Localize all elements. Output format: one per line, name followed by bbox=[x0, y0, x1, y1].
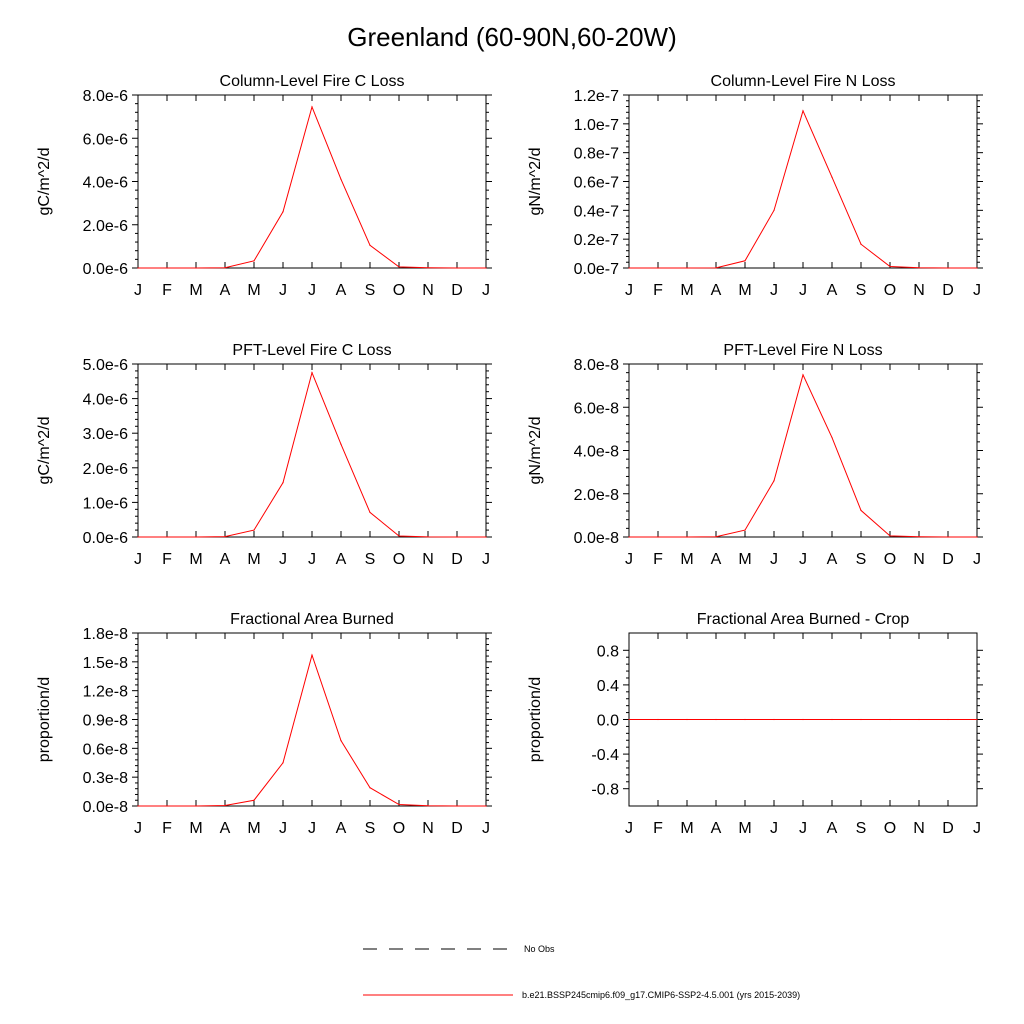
x-tick-label: O bbox=[883, 551, 897, 568]
x-tick-label: M bbox=[189, 282, 203, 299]
x-tick-label: A bbox=[826, 282, 838, 299]
x-tick-label: F bbox=[162, 551, 172, 568]
y-tick-label: 0.0e-6 bbox=[82, 530, 128, 547]
data-point bbox=[456, 805, 457, 806]
x-tick-label: F bbox=[162, 282, 172, 299]
plot-frame bbox=[138, 633, 486, 806]
y-tick-label: 0.8 bbox=[596, 643, 619, 661]
data-point bbox=[976, 267, 977, 268]
plot-frame bbox=[629, 95, 977, 268]
data-point bbox=[369, 245, 370, 246]
y-tick-label: 1.5e-8 bbox=[82, 654, 128, 672]
data-point bbox=[773, 480, 774, 481]
panel-title: Column-Level Fire N Loss bbox=[710, 73, 896, 90]
y-axis-label: proportion/d bbox=[36, 676, 53, 763]
data-point bbox=[802, 110, 803, 111]
data-point bbox=[253, 529, 254, 530]
data-point bbox=[340, 179, 341, 180]
data-point bbox=[398, 266, 399, 267]
y-tick-label: 0.4e-7 bbox=[573, 203, 619, 221]
data-point bbox=[831, 719, 832, 720]
y-tick-label: 4.0e-8 bbox=[573, 443, 619, 461]
data-point bbox=[427, 805, 428, 806]
y-tick-label: 1.8e-8 bbox=[82, 626, 128, 643]
data-point bbox=[628, 719, 629, 720]
x-tick-label: M bbox=[247, 820, 261, 837]
y-tick-label: -0.8 bbox=[591, 781, 619, 799]
data-point bbox=[744, 529, 745, 530]
x-tick-label: J bbox=[770, 551, 778, 568]
x-tick-label: M bbox=[247, 282, 261, 299]
y-tick-label: 0.0e-7 bbox=[573, 261, 619, 278]
y-tick-label: 4.0e-6 bbox=[82, 174, 128, 192]
y-tick-label: 2.0e-6 bbox=[82, 460, 128, 478]
data-point bbox=[715, 267, 716, 268]
y-tick-label: 2.0e-8 bbox=[573, 486, 619, 504]
data-point bbox=[773, 719, 774, 720]
y-tick-label: 1.2e-7 bbox=[573, 88, 619, 105]
legend-dashed-line-swatch bbox=[363, 943, 513, 955]
x-tick-label: A bbox=[826, 820, 838, 837]
x-tick-label: A bbox=[219, 820, 231, 837]
data-point bbox=[224, 805, 225, 806]
data-point bbox=[282, 482, 283, 483]
x-tick-label: N bbox=[422, 820, 434, 837]
x-tick-label: M bbox=[680, 820, 694, 837]
y-tick-label: 0.2e-7 bbox=[573, 232, 619, 250]
x-tick-label: D bbox=[942, 551, 954, 568]
data-point bbox=[369, 787, 370, 788]
data-point bbox=[657, 536, 658, 537]
data-point bbox=[137, 536, 138, 537]
data-point bbox=[311, 106, 312, 107]
data-point bbox=[398, 804, 399, 805]
y-tick-label: 0.6e-7 bbox=[573, 174, 619, 192]
data-point bbox=[918, 536, 919, 537]
x-tick-label: N bbox=[913, 551, 925, 568]
y-tick-label: 0.0e-6 bbox=[82, 261, 128, 278]
x-tick-label: M bbox=[189, 820, 203, 837]
data-point bbox=[628, 267, 629, 268]
x-tick-label: J bbox=[770, 282, 778, 299]
data-point bbox=[195, 536, 196, 537]
chart-panel-2 bbox=[527, 73, 983, 299]
data-point bbox=[657, 719, 658, 720]
data-point bbox=[686, 719, 687, 720]
data-point bbox=[976, 719, 977, 720]
data-point bbox=[860, 510, 861, 511]
x-tick-label: J bbox=[625, 282, 633, 299]
data-point bbox=[253, 260, 254, 261]
x-tick-label: D bbox=[942, 282, 954, 299]
x-tick-label: J bbox=[973, 551, 981, 568]
data-point bbox=[831, 177, 832, 178]
x-tick-label: J bbox=[625, 551, 633, 568]
data-point bbox=[860, 719, 861, 720]
x-tick-label: S bbox=[855, 282, 867, 299]
x-tick-label: J bbox=[279, 551, 287, 568]
data-point bbox=[686, 267, 687, 268]
x-tick-label: J bbox=[625, 820, 633, 837]
y-tick-label: 0.9e-8 bbox=[82, 712, 128, 730]
x-tick-label: M bbox=[738, 282, 752, 299]
data-point bbox=[802, 374, 803, 375]
y-tick-label: 8.0e-6 bbox=[82, 88, 128, 105]
legend-item-model-run bbox=[0, 986, 1024, 1006]
data-point bbox=[831, 437, 832, 438]
x-tick-label: D bbox=[451, 551, 463, 568]
x-tick-label: O bbox=[883, 820, 897, 837]
data-point bbox=[427, 536, 428, 537]
x-tick-label: N bbox=[422, 551, 434, 568]
legend-label-no-obs: No Obs bbox=[524, 944, 555, 954]
panel-title: PFT-Level Fire N Loss bbox=[723, 342, 883, 359]
x-tick-label: J bbox=[482, 820, 490, 837]
data-point bbox=[195, 267, 196, 268]
data-point bbox=[860, 244, 861, 245]
data-point bbox=[340, 740, 341, 741]
series-line bbox=[138, 655, 486, 806]
data-point bbox=[224, 267, 225, 268]
y-tick-label: 6.0e-8 bbox=[573, 400, 619, 418]
y-tick-label: 0.4 bbox=[596, 677, 619, 695]
x-tick-label: J bbox=[482, 551, 490, 568]
chart-panel-6 bbox=[527, 611, 983, 837]
x-tick-label: A bbox=[710, 551, 722, 568]
x-tick-label: A bbox=[826, 551, 838, 568]
data-point bbox=[427, 267, 428, 268]
y-tick-label: 0.3e-8 bbox=[82, 770, 128, 788]
y-tick-label: 1.0e-6 bbox=[82, 495, 128, 513]
chart-panel-1 bbox=[36, 73, 492, 299]
data-point bbox=[166, 805, 167, 806]
x-tick-label: D bbox=[451, 282, 463, 299]
data-point bbox=[485, 805, 486, 806]
chart-panel-5 bbox=[36, 611, 492, 837]
x-tick-label: D bbox=[451, 820, 463, 837]
data-point bbox=[947, 719, 948, 720]
x-tick-label: M bbox=[738, 551, 752, 568]
legend-item-no-obs bbox=[0, 940, 1024, 960]
x-tick-label: J bbox=[279, 282, 287, 299]
data-point bbox=[282, 762, 283, 763]
x-tick-label: A bbox=[335, 282, 347, 299]
y-tick-label: 1.2e-8 bbox=[82, 683, 128, 701]
x-tick-label: N bbox=[422, 282, 434, 299]
data-point bbox=[137, 267, 138, 268]
x-tick-label: M bbox=[189, 551, 203, 568]
x-tick-label: J bbox=[799, 820, 807, 837]
x-tick-label: J bbox=[308, 820, 316, 837]
figure-title: Greenland (60-90N,60-20W) bbox=[347, 22, 677, 52]
x-tick-label: J bbox=[134, 820, 142, 837]
x-tick-label: J bbox=[482, 282, 490, 299]
data-point bbox=[773, 210, 774, 211]
data-point bbox=[947, 267, 948, 268]
data-point bbox=[889, 535, 890, 536]
series-line bbox=[138, 373, 486, 537]
x-tick-label: D bbox=[942, 820, 954, 837]
chart-panel-4 bbox=[527, 342, 983, 568]
panel-title: Fractional Area Burned - Crop bbox=[696, 611, 910, 628]
y-tick-label: 8.0e-8 bbox=[573, 357, 619, 374]
legend-solid-line-swatch bbox=[363, 989, 513, 1001]
data-point bbox=[137, 805, 138, 806]
y-axis-label: gC/m^2/d bbox=[36, 416, 53, 485]
x-tick-label: O bbox=[392, 551, 406, 568]
y-axis-label: gN/m^2/d bbox=[527, 147, 544, 216]
y-tick-label: 1.0e-7 bbox=[573, 116, 619, 134]
y-tick-label: 4.0e-6 bbox=[82, 391, 128, 409]
x-tick-label: M bbox=[680, 282, 694, 299]
x-tick-label: S bbox=[364, 551, 376, 568]
x-tick-label: J bbox=[973, 820, 981, 837]
data-point bbox=[889, 719, 890, 720]
y-tick-label: 0.0e-8 bbox=[573, 530, 619, 547]
data-point bbox=[253, 800, 254, 801]
data-point bbox=[947, 536, 948, 537]
panel-title: Column-Level Fire C Loss bbox=[219, 73, 405, 90]
panel-title: Fractional Area Burned bbox=[230, 611, 394, 628]
x-tick-label: F bbox=[653, 551, 663, 568]
x-tick-label: O bbox=[392, 282, 406, 299]
data-point bbox=[166, 536, 167, 537]
x-tick-label: S bbox=[364, 820, 376, 837]
data-point bbox=[224, 536, 225, 537]
data-point bbox=[282, 211, 283, 212]
x-tick-label: F bbox=[653, 820, 663, 837]
data-point bbox=[195, 805, 196, 806]
data-point bbox=[485, 536, 486, 537]
x-tick-label: J bbox=[308, 282, 316, 299]
data-point bbox=[340, 444, 341, 445]
data-point bbox=[744, 719, 745, 720]
y-tick-label: 0.0e-8 bbox=[82, 799, 128, 816]
y-tick-label: 5.0e-6 bbox=[82, 357, 128, 374]
x-tick-label: M bbox=[738, 820, 752, 837]
x-tick-label: J bbox=[973, 282, 981, 299]
legend-label-model-run: b.e21.BSSP245cmip6.f09_g17.CMIP6-SSP2-4.5.001 (yrs 2015-2039) bbox=[522, 990, 801, 1000]
data-point bbox=[715, 719, 716, 720]
data-point bbox=[686, 536, 687, 537]
y-axis-label: gN/m^2/d bbox=[527, 416, 544, 485]
data-point bbox=[456, 267, 457, 268]
x-tick-label: S bbox=[364, 282, 376, 299]
x-tick-label: F bbox=[653, 282, 663, 299]
data-point bbox=[715, 536, 716, 537]
chart-panel-3 bbox=[36, 342, 492, 568]
series-line bbox=[138, 107, 486, 268]
data-point bbox=[628, 536, 629, 537]
y-axis-label: gC/m^2/d bbox=[36, 147, 53, 216]
plot-frame bbox=[138, 95, 486, 268]
panel-title: PFT-Level Fire C Loss bbox=[232, 342, 392, 359]
x-tick-label: J bbox=[799, 282, 807, 299]
x-tick-label: S bbox=[855, 551, 867, 568]
data-point bbox=[744, 260, 745, 261]
x-tick-label: A bbox=[710, 282, 722, 299]
x-tick-label: M bbox=[680, 551, 694, 568]
x-tick-label: A bbox=[710, 820, 722, 837]
data-point bbox=[166, 267, 167, 268]
y-tick-label: 2.0e-6 bbox=[82, 217, 128, 235]
data-point bbox=[918, 719, 919, 720]
data-point bbox=[485, 267, 486, 268]
data-point bbox=[398, 535, 399, 536]
x-tick-label: J bbox=[799, 551, 807, 568]
data-point bbox=[657, 267, 658, 268]
data-point bbox=[889, 266, 890, 267]
x-tick-label: A bbox=[219, 551, 231, 568]
y-axis-label: proportion/d bbox=[527, 676, 544, 763]
x-tick-label: F bbox=[162, 820, 172, 837]
data-point bbox=[456, 536, 457, 537]
y-tick-label: 0.8e-7 bbox=[573, 145, 619, 163]
data-point bbox=[918, 267, 919, 268]
x-tick-label: J bbox=[279, 820, 287, 837]
plot-frame bbox=[138, 364, 486, 537]
y-tick-label: 3.0e-6 bbox=[82, 426, 128, 444]
series-line bbox=[629, 111, 977, 268]
series-line bbox=[629, 375, 977, 537]
data-point bbox=[369, 512, 370, 513]
y-tick-label: 0.0 bbox=[596, 712, 619, 730]
x-tick-label: O bbox=[883, 282, 897, 299]
data-point bbox=[311, 372, 312, 373]
x-tick-label: A bbox=[335, 551, 347, 568]
x-tick-label: A bbox=[219, 282, 231, 299]
x-tick-label: J bbox=[134, 551, 142, 568]
x-tick-label: J bbox=[308, 551, 316, 568]
y-tick-label: 6.0e-6 bbox=[82, 131, 128, 149]
x-tick-label: J bbox=[770, 820, 778, 837]
x-tick-label: M bbox=[247, 551, 261, 568]
x-tick-label: J bbox=[134, 282, 142, 299]
x-tick-label: O bbox=[392, 820, 406, 837]
y-tick-label: -0.4 bbox=[591, 747, 619, 765]
data-point bbox=[976, 536, 977, 537]
plot-frame bbox=[629, 364, 977, 537]
x-tick-label: A bbox=[335, 820, 347, 837]
x-tick-label: N bbox=[913, 282, 925, 299]
y-tick-label: 0.6e-8 bbox=[82, 741, 128, 759]
x-tick-label: N bbox=[913, 820, 925, 837]
x-tick-label: S bbox=[855, 820, 867, 837]
data-point bbox=[802, 719, 803, 720]
data-point bbox=[311, 655, 312, 656]
